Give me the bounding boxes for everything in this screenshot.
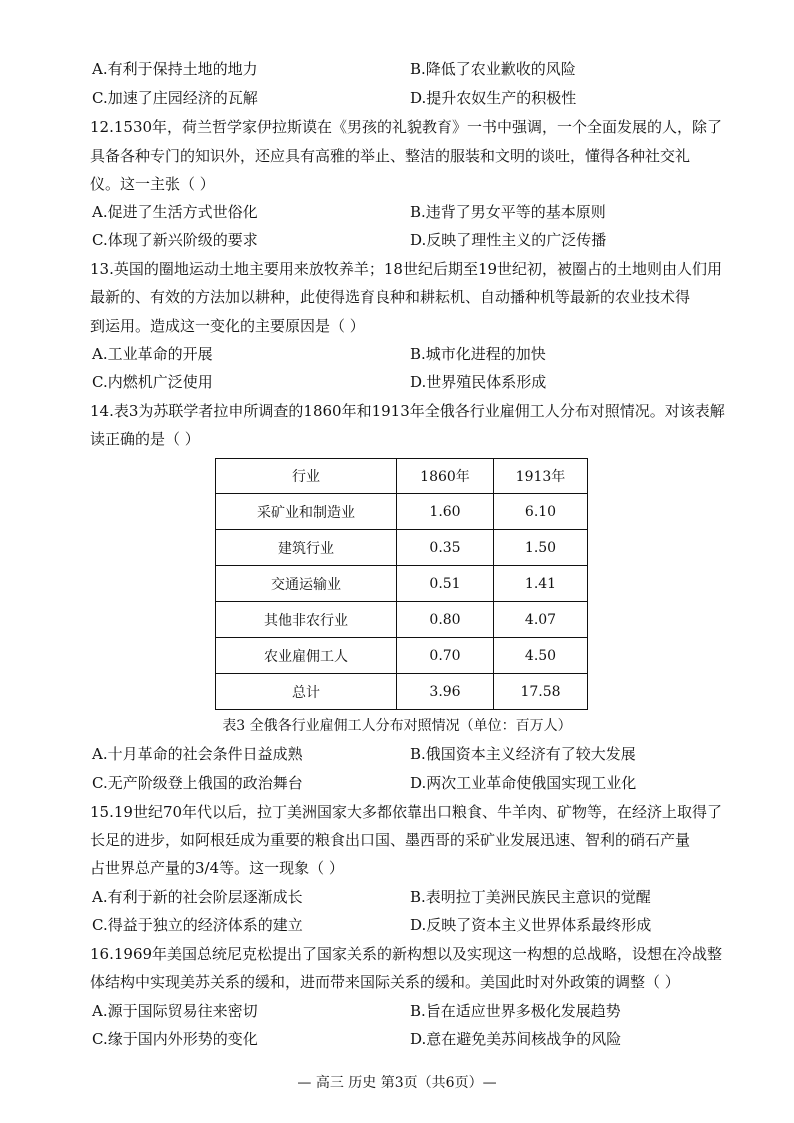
q13-stem-line-2: 最新的、有效的方法加以耕种，此使得选育良种和耕耘机、自动播种机等最新的农业技术得: [90, 288, 691, 306]
table-cell: 17.58: [494, 674, 588, 710]
q12-option-a: A.促进了生活方式世俗化: [92, 203, 258, 221]
table-header-cell: 行业: [216, 459, 397, 494]
table-cell: 4.07: [494, 602, 588, 638]
q13-option-c: C.内燃机广泛使用: [92, 373, 213, 391]
q13-option-b: B.城市化进程的加快: [410, 345, 546, 363]
q13-stem-line-1: 13.英国的圈地运动土地主要用来放牧养羊；18世纪后期至19世纪初，被圈占的土地则由人们用: [90, 260, 723, 278]
q15-option-b: B.表明拉丁美洲民族民主意识的觉醒: [410, 888, 651, 906]
q13-stem-line-3: 到运用。造成这一变化的主要原因是（ ）: [90, 317, 365, 335]
q13-option-a: A.工业革命的开展: [92, 345, 213, 363]
table-cell: 1.50: [494, 530, 588, 566]
table-header-cell: 1913年: [494, 459, 588, 494]
table-cell: 3.96: [397, 674, 494, 710]
table-cell: 0.51: [397, 566, 494, 602]
table-cell: 1.41: [494, 566, 588, 602]
q15-stem-line-1: 15.19世纪70年代以后，拉丁美洲国家大多都依靠出口粮食、牛羊肉、矿物等，在经济上取得了: [90, 803, 723, 821]
q16-option-d: D.意在避免美苏间核战争的风险: [410, 1030, 622, 1048]
q12-stem-line-2: 具备各种专门的知识外，还应具有高雅的举止、整洁的服装和文明的谈吐，懂得各种社交礼: [90, 147, 691, 165]
table-row: [216, 530, 588, 566]
q12-option-c: C.体现了新兴阶级的要求: [92, 231, 258, 249]
table-cell: 0.80: [397, 602, 494, 638]
page-footer: — 高三 历史 第3页（共6页）—: [297, 1075, 497, 1091]
q12-option-b: B.违背了男女平等的基本原则: [410, 203, 606, 221]
table-cell: 采矿业和制造业: [216, 494, 397, 530]
q13-option-d: D.世界殖民体系形成: [410, 373, 547, 391]
q14-option-d: D.两次工业革命使俄国实现工业化: [410, 774, 637, 792]
table-header-row: [216, 459, 588, 494]
q14-option-a: A.十月革命的社会条件日益成熟: [92, 745, 303, 763]
table-caption: 表3 全俄各行业雇佣工人分布对照情况（单位：百万人）: [222, 718, 572, 734]
table-cell: 1.60: [397, 494, 494, 530]
table-row: [216, 566, 588, 602]
q14-stem-line-1: 14.表3为苏联学者拉申所调查的1860年和1913年全俄各行业雇佣工人分布对照情况。对该表解: [90, 402, 725, 420]
table-cell: 总计: [216, 674, 397, 710]
q16-option-b: B.旨在适应世界多极化发展趋势: [410, 1002, 621, 1020]
q11-option-d: D.提升农奴生产的积极性: [410, 89, 577, 107]
q15-stem-line-2: 长足的进步，如阿根廷成为重要的粮食出口国、墨西哥的采矿业发展迅速、智利的硝石产量: [90, 831, 691, 849]
table-header-cell: 1860年: [397, 459, 494, 494]
table-cell: 0.70: [397, 638, 494, 674]
q16-option-a: A.源于国际贸易往来密切: [92, 1002, 258, 1020]
employment-table: [215, 458, 588, 710]
table-cell: 建筑行业: [216, 530, 397, 566]
table-row: [216, 638, 588, 674]
q16-option-c: C.缘于国内外形势的变化: [92, 1030, 258, 1048]
q11-option-c: C.加速了庄园经济的瓦解: [92, 89, 258, 107]
q14-option-c: C.无产阶级登上俄国的政治舞台: [92, 774, 303, 792]
q15-option-d: D.反映了资本主义世界体系最终形成: [410, 916, 652, 934]
q15-stem-line-3: 占世界总产量的3/4等。这一现象（ ）: [90, 859, 344, 877]
q12-option-d: D.反映了理性主义的广泛传播: [410, 231, 607, 249]
q14-stem-line-2: 读正确的是（ ）: [90, 430, 200, 448]
table-cell: 农业雇佣工人: [216, 638, 397, 674]
table-cell: 其他非农行业: [216, 602, 397, 638]
q15-option-a: A.有利于新的社会阶层逐渐成长: [92, 888, 303, 906]
table-cell: 0.35: [397, 530, 494, 566]
q16-stem-line-1: 16.1969年美国总统尼克松提出了国家关系的新构想以及实现这一构想的总战略，设想在冷战整: [90, 945, 723, 963]
q11-option-a: A.有利于保持土地的地力: [92, 60, 258, 78]
table-cell: 6.10: [494, 494, 588, 530]
q12-stem-line-3: 仪。这一主张（ ）: [90, 175, 215, 193]
q16-stem-line-2: 体结构中实现美苏关系的缓和，进而带来国际关系的缓和。美国此时对外政策的调整（ ）: [90, 973, 680, 991]
q11-option-b: B.降低了农业歉收的风险: [410, 60, 576, 78]
table-row: [216, 602, 588, 638]
table-cell: 交通运输业: [216, 566, 397, 602]
q15-option-c: C.得益于独立的经济体系的建立: [92, 916, 303, 934]
table-cell: 4.50: [494, 638, 588, 674]
q14-option-b: B.俄国资本主义经济有了较大发展: [410, 745, 636, 763]
table-row: [216, 494, 588, 530]
q12-stem-line-1: 12.1530年，荷兰哲学家伊拉斯谟在《男孩的礼貌教育》一书中强调，一个全面发展的人，除了: [90, 118, 723, 136]
table-row: [216, 674, 588, 710]
